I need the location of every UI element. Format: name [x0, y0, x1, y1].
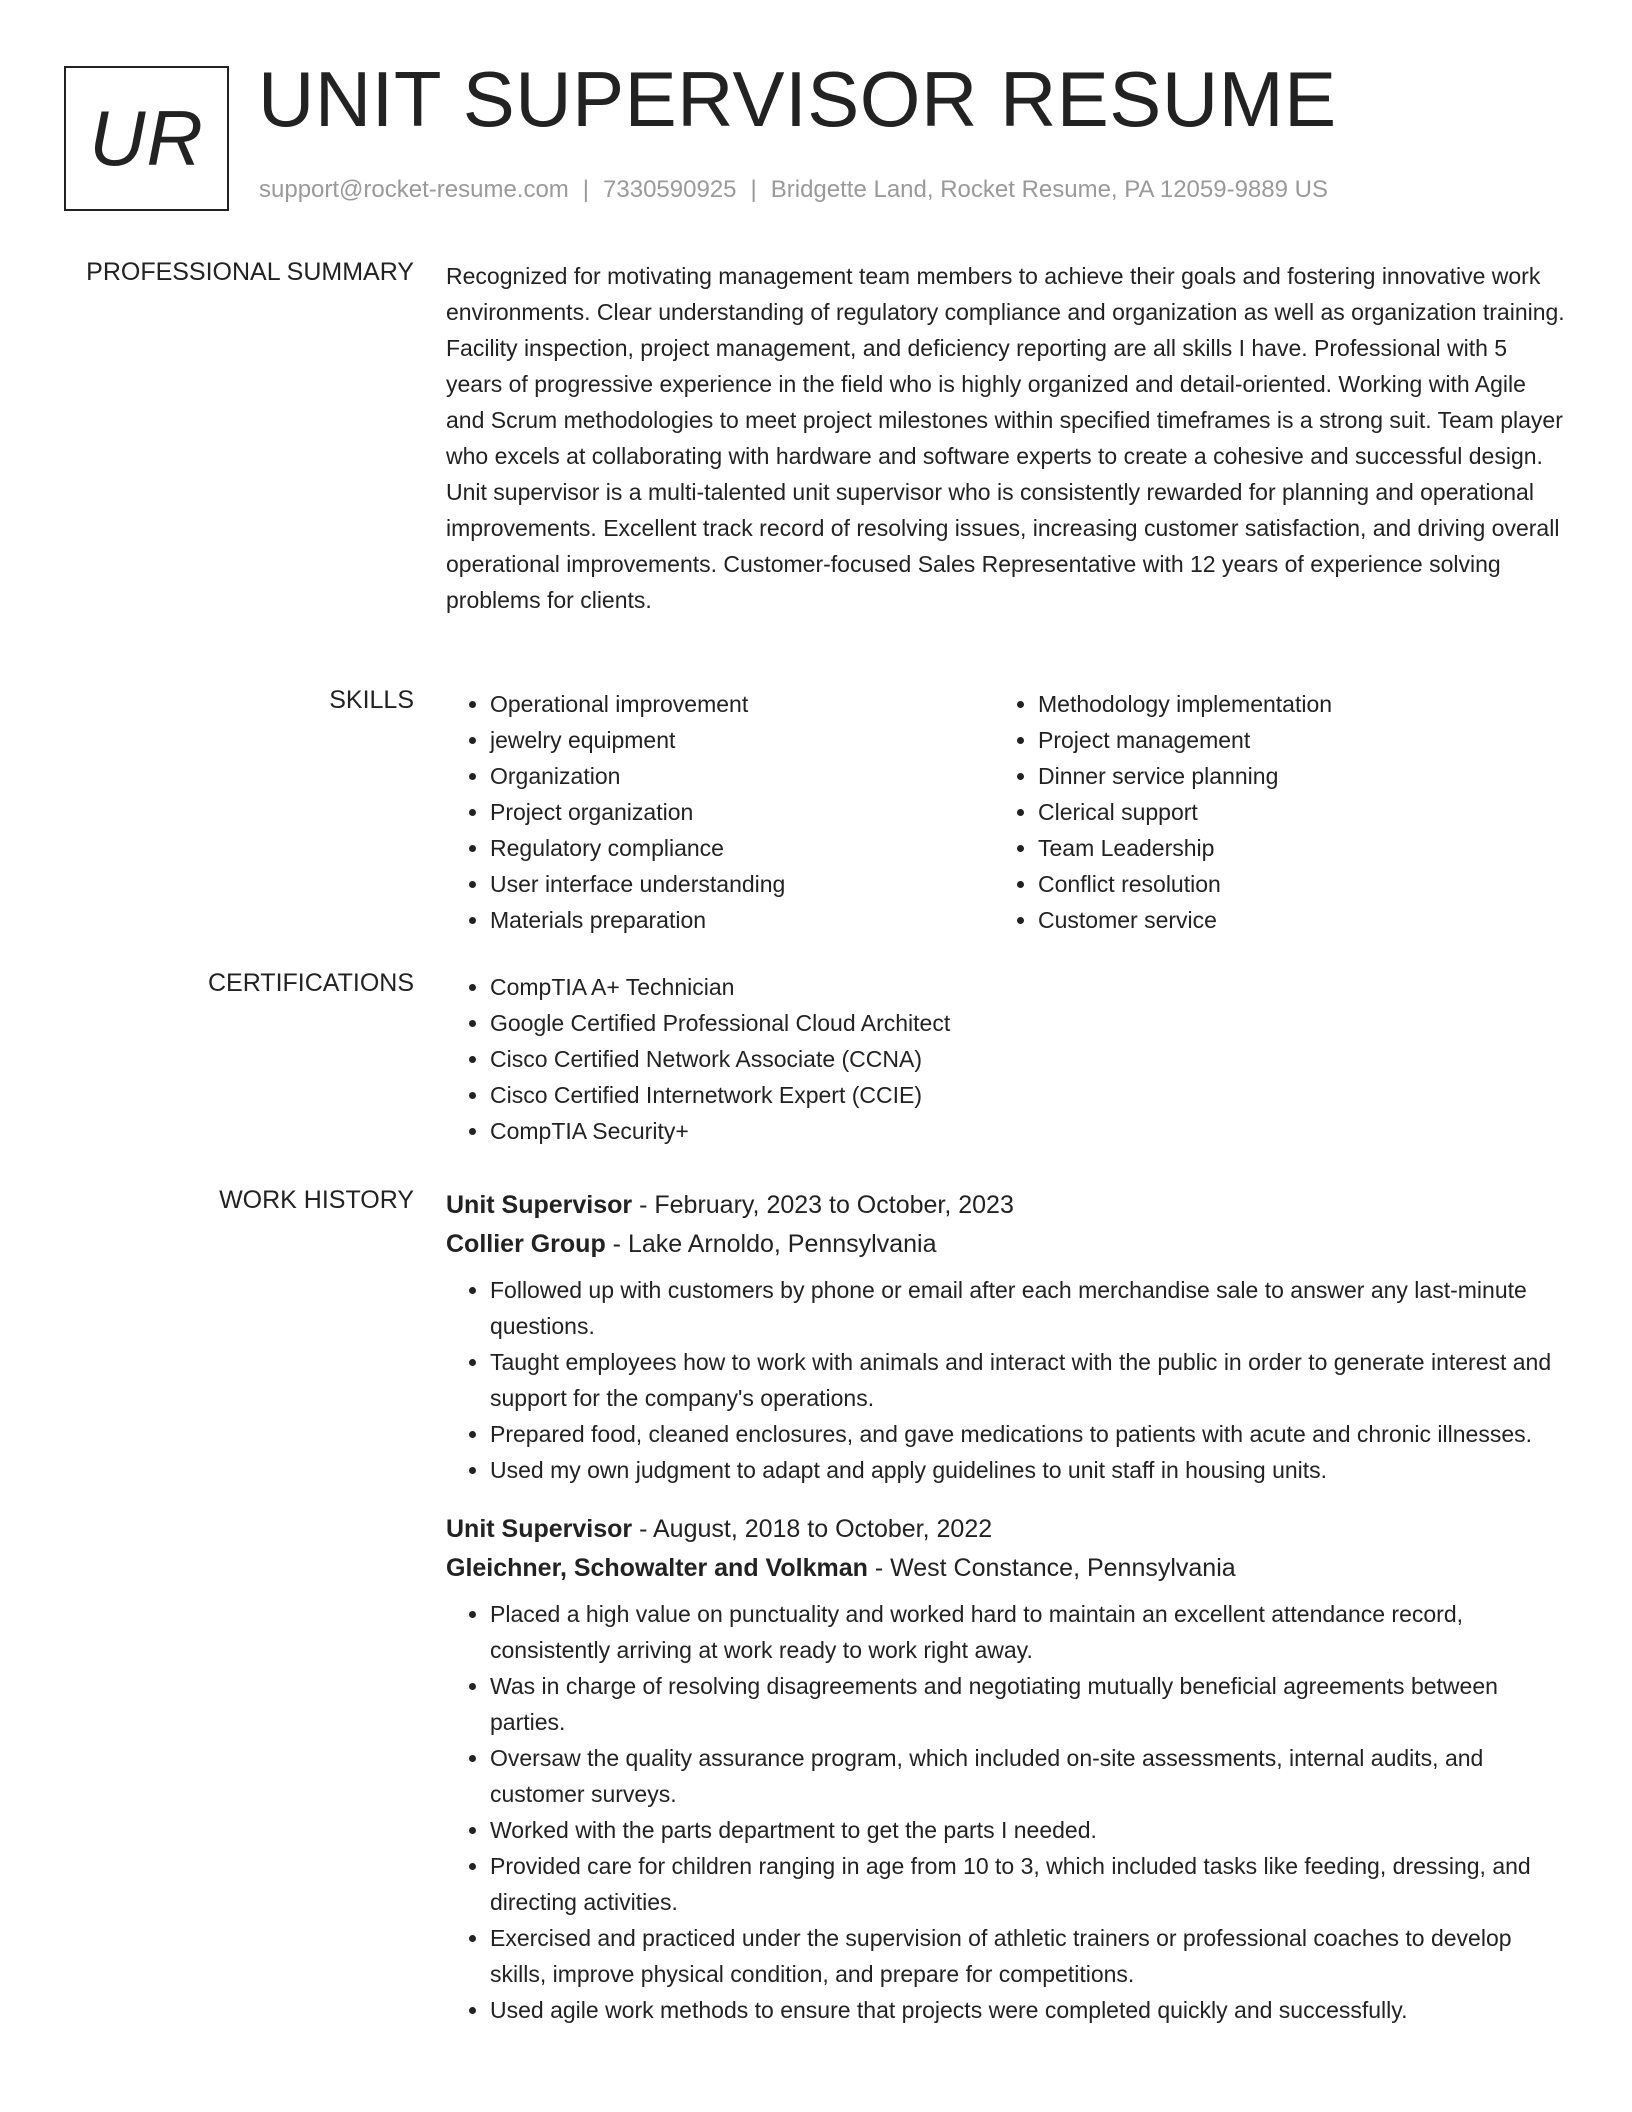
job-bullet: • Taught employees how to work with animals and interact with the public in order to generate interest and support for the company's operations.	[490, 1344, 1566, 1416]
job-dates: - August, 2018 to October, 2022	[632, 1515, 993, 1543]
contact-line	[259, 176, 1328, 204]
contact-email[interactable]: support@rocket-resume.com	[259, 176, 569, 203]
job-bullet: • Prepared food, cleaned enclosures, and gave medications to patients with acute and chronic illnesses.	[490, 1416, 1566, 1452]
certification-item: • CompTIA A+ Technician	[490, 969, 1566, 1005]
monogram-initials: UR	[89, 94, 204, 182]
job-company: Gleichner, Schowalter and Volkman	[446, 1554, 868, 1582]
certification-item: • Cisco Certified Network Associate (CCNA)	[490, 1041, 1566, 1077]
job-bullet: • Provided care for children ranging in age from 10 to 3, which included tasks like feeding, dressing, and directing activities.	[490, 1848, 1566, 1920]
job-title: Unit Supervisor	[446, 1191, 633, 1219]
work-history-heading: WORK HISTORY	[219, 1186, 414, 1214]
job-bullet: • Exercised and practiced under the supervision of athletic trainers or professional coaches to develop skills, improve physical condition, and prepare for competitions.	[490, 1920, 1566, 1992]
skill-item: • Project management	[1038, 722, 1332, 758]
job-title-line	[446, 1510, 1566, 1548]
certification-item: • Google Certified Professional Cloud Architect	[490, 1005, 1566, 1041]
contact-separator: |	[750, 176, 757, 203]
skills-list-left	[446, 686, 785, 938]
skill-item: • Dinner service planning	[1038, 758, 1332, 794]
contact-address: Bridgette Land, Rocket Resume, PA 12059-9889 US	[770, 176, 1328, 203]
summary-text: Recognized for motivating management team members to achieve their goals and fostering innovative work environments. Clear understanding of regulatory compliance and organization as well as organization training. Facility inspection, project management, and deficiency reporting are all skills I have. Professional with 5 years of progressive experience in the field who is highly organized and detail-oriented. Working with Agile and Scrum methodologies to meet project milestones within specified timeframes is a strong suit. Team player who excels at collaborating with hardware and software experts to create a cohesive and successful design. Unit supervisor is a multi-talented unit supervisor who is consistently rewarded for planning and operational improvements. Excellent track record of resolving issues, increasing customer satisfaction, and driving overall operational improvements. Customer-focused Sales Representative with 12 years of experience solving problems for clients.	[446, 263, 1565, 613]
skills-column-left	[446, 686, 785, 938]
job-bullets	[446, 1272, 1566, 1488]
job-bullet: • Placed a high value on punctuality and worked hard to maintain an excellent attendance record, consistently arriving at work ready to work right away.	[490, 1596, 1566, 1668]
skill-item: • jewelry equipment	[490, 722, 785, 758]
job-location: - West Constance, Pennsylvania	[867, 1554, 1236, 1582]
skills-column-right	[994, 686, 1332, 938]
resume-title: UNIT SUPERVISOR RESUME	[258, 55, 1337, 143]
contact-separator: |	[582, 176, 590, 203]
contact-phone[interactable]: 7330590925	[603, 176, 737, 203]
job-bullet: • Was in charge of resolving disagreements and negotiating mutually beneficial agreements between parties.	[490, 1668, 1566, 1740]
certifications-heading: CERTIFICATIONS	[207, 969, 414, 997]
job-bullet: • Followed up with customers by phone or email after each merchandise sale to answer any last-minute questions.	[490, 1272, 1566, 1344]
certification-item: • Cisco Certified Internetwork Expert (CCIE)	[490, 1077, 1566, 1113]
job-title: Unit Supervisor	[446, 1515, 633, 1543]
job-entry	[446, 1186, 1566, 1488]
work-history-body	[446, 1186, 1566, 2028]
certifications-body	[446, 969, 1566, 1149]
skills-heading: SKILLS	[329, 686, 414, 714]
job-dates: - February, 2023 to October, 2023	[632, 1191, 1014, 1219]
certifications-list	[446, 969, 1566, 1149]
skill-item: • User interface understanding	[490, 866, 785, 902]
job-entry	[446, 1510, 1566, 2028]
skill-item: • Clerical support	[1038, 794, 1332, 830]
skill-item: • Regulatory compliance	[490, 830, 785, 866]
skill-item: • Team Leadership	[1038, 830, 1332, 866]
skill-item: • Customer service	[1038, 902, 1332, 938]
skill-item: • Project organization	[490, 794, 785, 830]
skill-item: • Methodology implementation	[1038, 686, 1332, 722]
job-bullet: • Worked with the parts department to get the parts I needed.	[490, 1812, 1566, 1848]
job-title-line	[446, 1186, 1566, 1224]
job-company-line	[446, 1548, 1566, 1588]
certification-item: • CompTIA Security+	[490, 1113, 1566, 1149]
summary-heading: PROFESSIONAL SUMMARY	[86, 258, 414, 286]
job-bullet: • Used agile work methods to ensure that projects were completed quickly and successfully.	[490, 1992, 1566, 2028]
skills-list-right	[994, 686, 1332, 938]
job-location: - Lake Arnoldo, Pennsylvania	[605, 1230, 937, 1258]
job-company: Collier Group	[446, 1230, 606, 1258]
skill-item: • Conflict resolution	[1038, 866, 1332, 902]
skill-item: • Organization	[490, 758, 785, 794]
monogram-box	[64, 66, 229, 211]
job-bullets	[446, 1596, 1566, 2028]
job-bullet: • Used my own judgment to adapt and apply guidelines to unit staff in housing units.	[490, 1452, 1566, 1488]
skill-item: • Materials preparation	[490, 902, 785, 938]
skill-item: • Operational improvement	[490, 686, 785, 722]
job-bullet: • Oversaw the quality assurance program, which included on-site assessments, internal audits, and customer surveys.	[490, 1740, 1566, 1812]
job-company-line	[446, 1224, 1566, 1264]
